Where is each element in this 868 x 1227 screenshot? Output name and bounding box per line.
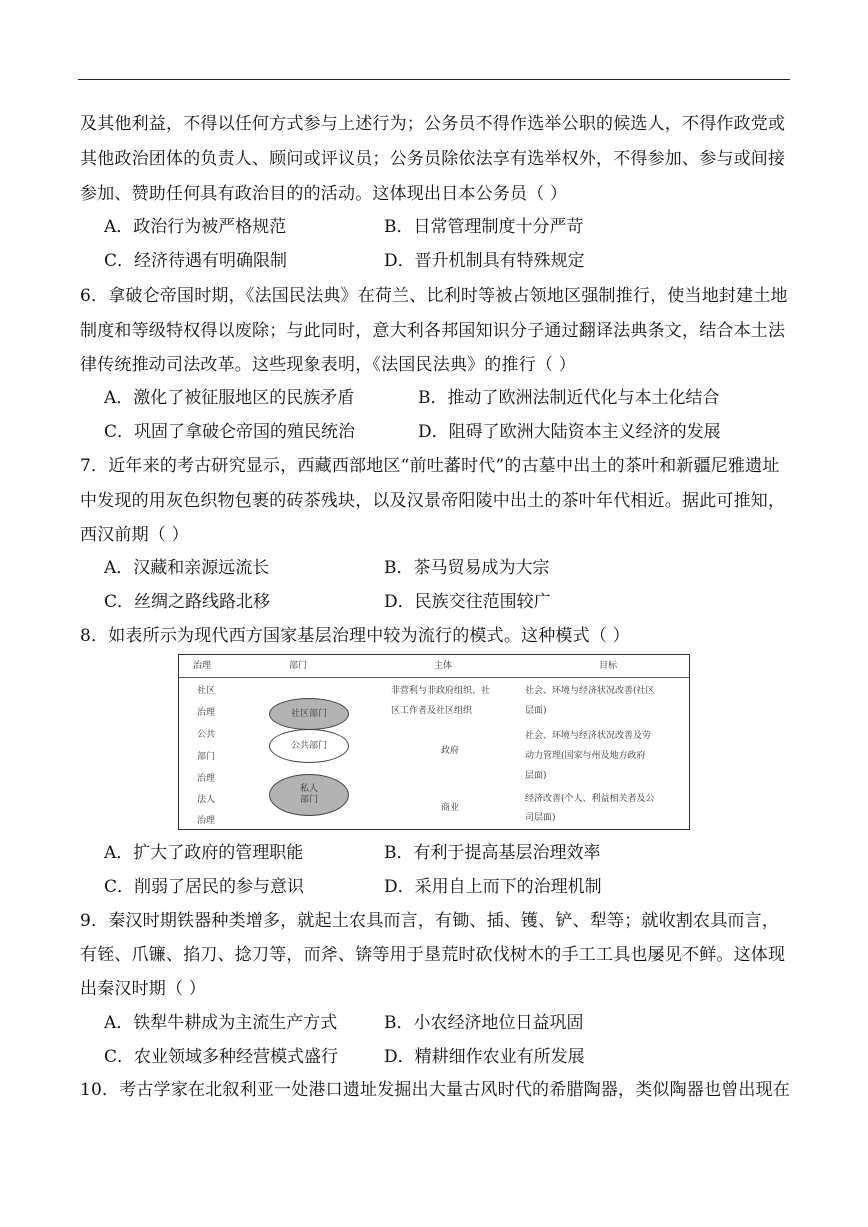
q6-option-c[interactable]: C．巩固了拿破仑帝国的殖民统治 — [104, 422, 356, 442]
q6-stem-1: 6．拿破仑帝国时期，《法国民法典》在荷兰、比利时等被占领地区强制推行，使当地封建土地 — [80, 286, 788, 306]
q8-option-d[interactable]: D．采用自上而下的治理机制 — [384, 877, 602, 897]
q9-stem-3: 出秦汉时期（ ） — [80, 979, 207, 999]
q6-stem-3: 律传统推动司法改革。这些现象表明，《法国民法典》的推行（ ） — [80, 355, 576, 375]
intro-line-3: 参加、赞助任何具有政治目的的活动。这体现出日本公务员（ ） — [80, 184, 568, 204]
row-label: 治理 — [197, 774, 216, 784]
q9-option-a[interactable]: A．铁犁牛耕成为主流生产方式 — [104, 1013, 338, 1033]
intro-line-1: 及其他利益，不得以任何方式参与上述行为；公务员不得作选举公职的候选人，不得作政党或 — [80, 114, 786, 134]
q9-option-c[interactable]: C．农业领域多种经营模式盛行 — [104, 1047, 339, 1067]
header-rule — [78, 79, 790, 80]
q8-stem: 8．如表所示为现代西方国家基层治理中较为流行的模式。这种模式（ ） — [80, 626, 630, 646]
q5-option-c[interactable]: C．经济待遇有明确限制 — [104, 251, 288, 271]
goal-public-1: 社会、环境与经济状况改善及劳 — [525, 731, 652, 741]
row-label: 治理 — [197, 816, 216, 826]
q9-option-b[interactable]: B．小农经济地位日益巩固 — [384, 1013, 584, 1033]
row-label: 法人 — [197, 795, 216, 805]
table-header-sector: 部门 — [289, 661, 308, 671]
table-header-governance: 治理 — [193, 661, 212, 671]
goal-private-2: 司层面) — [525, 813, 556, 823]
private-sector-label-2: 部门 — [299, 795, 318, 805]
goal-community-1: 社会、环境与经济状况改善(社区 — [525, 686, 655, 696]
q6-option-a[interactable]: A．激化了被征服地区的民族矛盾 — [104, 388, 355, 408]
goal-community-2: 层面) — [525, 706, 547, 716]
row-label: 公共 — [197, 730, 216, 740]
table-header-goal: 目标 — [599, 661, 618, 671]
intro-line-2: 其他政治团体的负责人、顾问或评议员；公务员除依法享有选举权外，不得参加、参与或间接 — [80, 149, 786, 169]
q10-stem: 10．考古学家在北叙利亚一处港口遗址发掘出大量古风时代的希腊陶器，类似陶器也曾出现在 — [80, 1080, 791, 1100]
community-sector-ellipse: 社区部门 — [269, 698, 349, 730]
q6-option-d[interactable]: D．阻碍了欧洲大陆资本主义经济的发展 — [418, 422, 721, 442]
q5-option-a[interactable]: A．政治行为被严格规范 — [104, 217, 287, 237]
subject-ngo-line-1: 非营利与非政府组织、社 — [391, 686, 491, 696]
row-label: 治理 — [197, 708, 216, 718]
q7-option-b[interactable]: B．茶马贸易成为大宗 — [384, 558, 550, 578]
q7-option-c[interactable]: C．丝绸之路线路北移 — [104, 592, 271, 612]
q5-option-b[interactable]: B．日常管理制度十分严苛 — [384, 217, 584, 237]
q6-stem-2: 制度和等级特权得以废除；与此同时，意大利各邦国知识分子通过翻译法典条文，结合本土法 — [80, 321, 786, 341]
subject-business: 商业 — [441, 803, 460, 813]
subject-government: 政府 — [441, 746, 460, 756]
q7-option-d[interactable]: D．民族交往范围较广 — [384, 592, 551, 612]
q8-option-c[interactable]: C．削弱了居民的参与意识 — [104, 877, 305, 897]
subject-ngo-line-2: 区工作者及社区组织 — [391, 706, 473, 716]
goal-public-2: 动力管理(国家与州及地方政府 — [525, 751, 646, 761]
q6-option-b[interactable]: B．推动了欧洲法制近代化与本土化结合 — [418, 388, 720, 408]
q7-stem-2: 中发现的用灰色织物包裹的砖茶残块，以及汉景帝阳陵中出土的茶叶年代相近。据此可推知， — [80, 491, 786, 511]
private-sector-ellipse — [269, 774, 349, 816]
row-label: 社区 — [197, 686, 216, 696]
goal-private-1: 经济改善(个人、利益相关者及公 — [525, 794, 655, 804]
q8-option-b[interactable]: B．有利于提高基层治理效率 — [384, 843, 601, 863]
q9-stem-1: 9．秦汉时期铁器种类增多，就起土农具而言，有锄、插、镬、铲、犁等；就收割农具而言， — [80, 911, 780, 931]
governance-table — [178, 654, 690, 830]
private-sector-label-1: 私人 — [299, 784, 318, 794]
q8-option-a[interactable]: A．扩大了政府的管理职能 — [104, 843, 304, 863]
q7-option-a[interactable]: A．汉藏和亲源远流长 — [104, 558, 270, 578]
q9-option-d[interactable]: D．精耕细作农业有所发展 — [384, 1047, 585, 1067]
q7-stem-1: 7．近年来的考古研究显示，西藏西部地区“前吐蕃时代”的古墓中出土的茶叶和新疆尼雅遗址 — [80, 456, 780, 476]
goal-public-3: 层面) — [525, 771, 547, 781]
public-sector-ellipse: 公共部门 — [269, 729, 349, 763]
row-label: 部门 — [197, 752, 216, 762]
q7-stem-3: 西汉前期（ ） — [80, 525, 189, 545]
q5-option-d[interactable]: D．晋升机制具有特殊规定 — [384, 251, 585, 271]
table-header-subject: 主体 — [434, 661, 453, 671]
q9-stem-2: 有铚、爪镰、掐刀、捻刀等，而斧、锛等用于垦荒时砍伐树木的手工工具也屡见不鲜。这体现 — [80, 945, 786, 965]
